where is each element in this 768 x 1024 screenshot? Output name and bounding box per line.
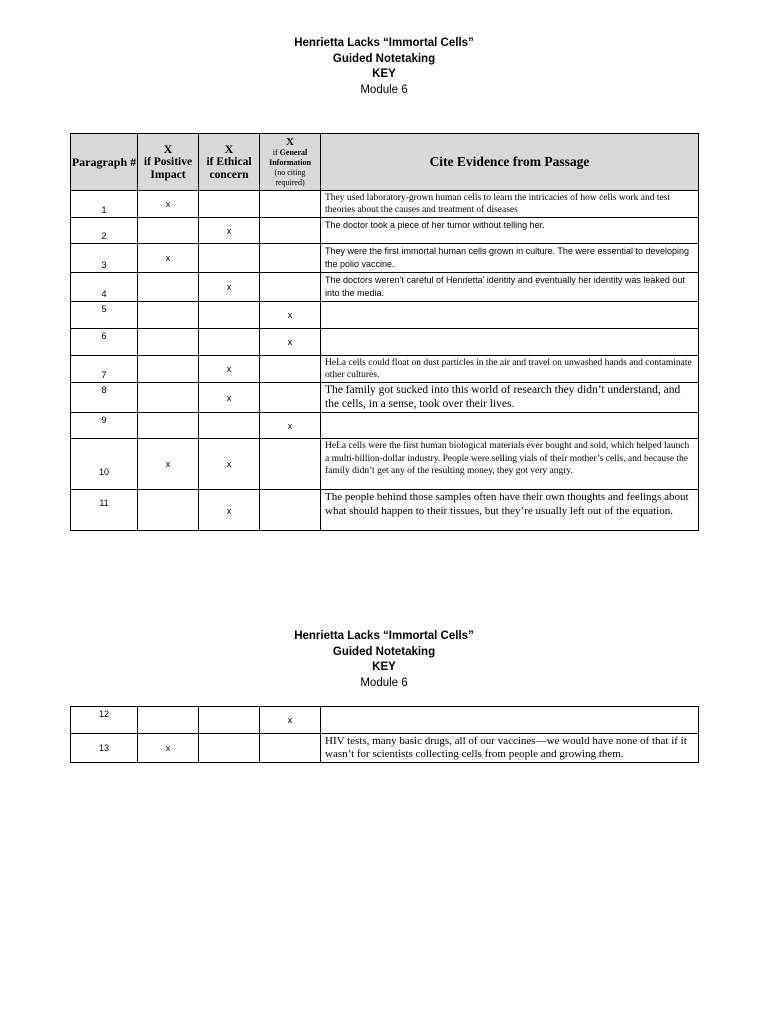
evidence-cell xyxy=(321,302,699,329)
paragraph-number: 11 xyxy=(71,490,138,531)
general-mark: x xyxy=(260,302,321,329)
positive-mark: x xyxy=(138,734,199,763)
document-subtitle: Guided Notetaking xyxy=(332,645,436,658)
ethical-mark: x xyxy=(199,383,260,413)
document-title: Henrietta Lacks “Immortal Cells” xyxy=(294,630,474,642)
evidence-cell: The doctor took a piece of her tumor without telling her. xyxy=(321,218,699,244)
paragraph-number: 10 xyxy=(71,439,138,490)
general-mark xyxy=(260,273,321,302)
general-mark: x xyxy=(260,707,321,734)
evidence-cell xyxy=(321,329,699,356)
col-ethical-concern xyxy=(199,134,260,191)
positive-mark xyxy=(138,413,199,439)
general-x: X xyxy=(286,135,294,148)
evidence-cell: HIV tests, many basic drugs, all of our vaccines—we would have none of that if it wasn’t for scientists collecting cells from people and growing them. xyxy=(321,734,699,763)
table-row xyxy=(71,191,699,218)
ethical-mark: x xyxy=(199,218,260,244)
evidence-cell xyxy=(321,413,699,439)
paragraph-number: 13 xyxy=(71,734,138,763)
module-label: Module 6 xyxy=(360,676,408,689)
table-row xyxy=(71,439,699,490)
document-subtitle: Guided Notetaking xyxy=(332,52,436,65)
table-row xyxy=(71,356,699,383)
evidence-cell: HeLa cells could float on dust particles in the air and travel on unwashed hands and contaminate other cultures. xyxy=(321,356,699,383)
ethical-mark xyxy=(199,244,260,273)
general-mark xyxy=(260,734,321,763)
table-row xyxy=(71,707,699,734)
paragraph-number: 8 xyxy=(71,383,138,413)
col-general-information xyxy=(260,134,321,191)
positive-mark: x xyxy=(138,244,199,273)
paragraph-number: 4 xyxy=(71,273,138,302)
ethical-mark: x xyxy=(199,273,260,302)
general-mark xyxy=(260,244,321,273)
table-row xyxy=(71,383,699,413)
positive-mark xyxy=(138,329,199,356)
general-note: (no citing required) xyxy=(274,167,306,187)
header-bottom xyxy=(0,629,768,691)
module-label: Module 6 xyxy=(360,83,408,96)
general-mark xyxy=(260,218,321,244)
paragraph-number: 3 xyxy=(71,244,138,273)
ethical-mark: x xyxy=(199,490,260,531)
ethical-label: if Ethical concern xyxy=(206,155,252,181)
paragraph-number: 9 xyxy=(71,413,138,439)
general-label: if General Information xyxy=(269,147,311,167)
positive-mark xyxy=(138,383,199,413)
general-mark xyxy=(260,356,321,383)
paragraph-number: 5 xyxy=(71,302,138,329)
table-row xyxy=(71,218,699,244)
paragraph-number: 7 xyxy=(71,356,138,383)
paragraph-number: 2 xyxy=(71,218,138,244)
general-mark: x xyxy=(260,329,321,356)
evidence-cell: The family got sucked into this world of research they didn’t understand, and the cells, in a sense, took over their lives. xyxy=(321,383,699,413)
positive-mark xyxy=(138,302,199,329)
positive-mark xyxy=(138,356,199,383)
general-mark xyxy=(260,191,321,218)
ethical-mark xyxy=(199,413,260,439)
table-row xyxy=(71,490,699,531)
table-row xyxy=(71,302,699,329)
positive-mark: x xyxy=(138,439,199,490)
general-mark xyxy=(260,439,321,490)
table-row xyxy=(71,273,699,302)
ethical-mark: x xyxy=(199,439,260,490)
col-evidence: Cite Evidence from Passage xyxy=(321,134,699,191)
notes-table-continued xyxy=(70,706,699,763)
evidence-cell: HeLa cells were the first human biological materials ever bought and sold, which helped launch a multi-billion-dollar industry. People were selling vials of their mother’s cells, and because the family didn’t get any of the resulting money, they got very angry. xyxy=(321,439,699,490)
ethical-mark xyxy=(199,191,260,218)
paragraph-number: 6 xyxy=(71,329,138,356)
general-mark xyxy=(260,383,321,413)
paragraph-number: 1 xyxy=(71,191,138,218)
positive-x: X xyxy=(163,141,173,156)
positive-mark xyxy=(138,490,199,531)
general-mark: x xyxy=(260,413,321,439)
evidence-cell: They used laboratory-grown human cells to learn the intricacies of how cells work and test theories about the causes and treatment of diseases xyxy=(321,191,699,218)
paragraph-number: 12 xyxy=(71,707,138,734)
document-title: Henrietta Lacks “Immortal Cells” xyxy=(294,37,474,49)
key-label: KEY xyxy=(372,68,396,80)
ethical-mark xyxy=(199,734,260,763)
positive-mark xyxy=(138,707,199,734)
table-row xyxy=(71,244,699,273)
notes-table xyxy=(70,133,699,531)
table-row xyxy=(71,734,699,763)
evidence-cell: The doctors weren’t careful of Henrietta’ identity and eventually her identity was leaked out into the media. xyxy=(321,273,699,302)
ethical-x: X xyxy=(224,141,234,156)
evidence-cell xyxy=(321,707,699,734)
key-label: KEY xyxy=(372,661,396,673)
positive-mark: x xyxy=(138,191,199,218)
table-row xyxy=(71,413,699,439)
evidence-cell: The people behind those samples often have their own thoughts and feelings about what should happen to their tissues, but they’re usually left out of the equation. xyxy=(321,490,699,531)
general-mark xyxy=(260,490,321,531)
positive-mark xyxy=(138,273,199,302)
positive-label: if Positive Impact xyxy=(143,155,193,181)
ethical-mark: x xyxy=(199,356,260,383)
table-row xyxy=(71,329,699,356)
ethical-mark xyxy=(199,707,260,734)
ethical-mark xyxy=(199,302,260,329)
table-header-row xyxy=(71,134,699,191)
col-positive-impact xyxy=(138,134,199,191)
ethical-mark xyxy=(199,329,260,356)
col-paragraph: Paragraph # xyxy=(71,134,138,191)
positive-mark xyxy=(138,218,199,244)
header-top xyxy=(0,36,768,98)
evidence-cell: They were the first immortal human cells grown in culture. The were essential to developing the polio vaccine. xyxy=(321,244,699,273)
